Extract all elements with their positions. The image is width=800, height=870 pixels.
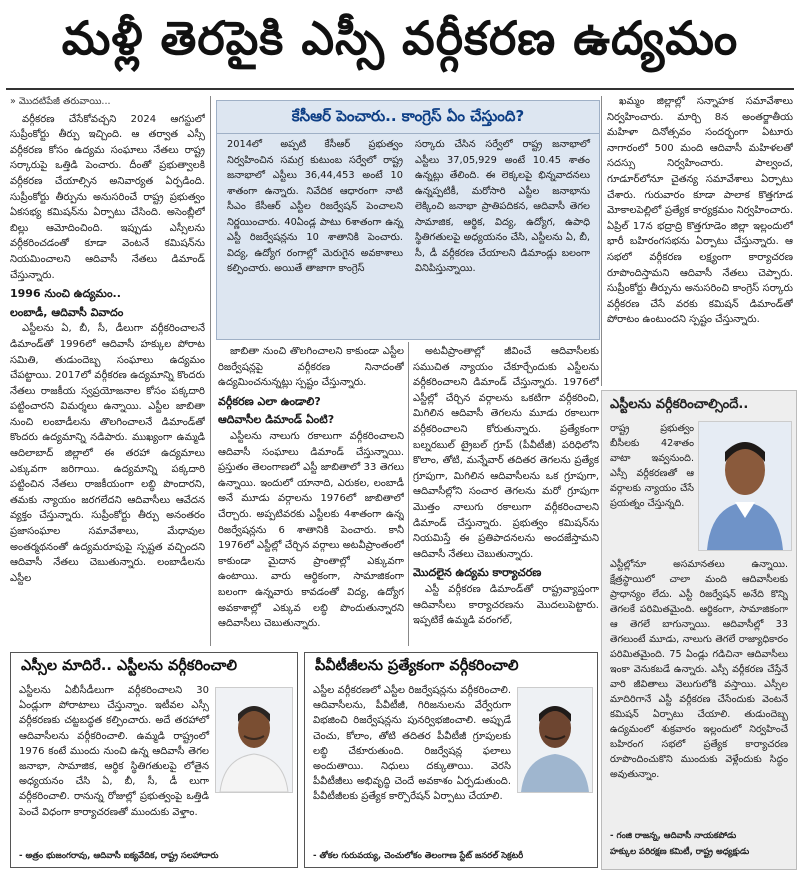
highlight-box-right-text: సర్కారు చేసిన సర్వేలో రాష్ట్ర జనాభాలో ఎస్టీలు 37,05,929 అంటే 10.45 శాతం ఉన్నట్లు తేలింది. ఈ లెక్కలపై భిన్నవాదనలు ఉన్నప్పటికీ, మరోసారి ఎస్టీల జనాభాను లెక్కించి జనాభా ప్రాతిపదికన, ఆదివాసీ తెగల సామాజిక, ఆర్థిక, విద్య, ఉద్యోగ, ఉపాధి స్థితిగతులపై అధ్యయనం చేసి, ఎస్టీలను ఏ, బీ, సీ, డీ వర్గీకరణ చేయాలని డిమాండ్లు బలంగా వినిపిస్తున్నాయి. [415, 139, 590, 274]
highlight-box-left-text: 2014లో అప్పటి కేసీఆర్ ప్రభుత్వం నిర్వహించిన సమగ్ర కుటుంబ సర్వేలో రాష్ట్ర జనాభాలో ఎస్టీలు 36,44,453 అంటే 10 శాతంగా ఉన్నారు. నివేదిక ఆధారంగా నాటి సీఎం కేసీఆర్ ఎస్టీల రిజర్వేషన్ పెంచాలని నిర్ణయించారు. 40ఏండ్ల పాటు 6శాతంగా ఉన్న ఎస్టీ రిజర్వేషన్లను 10 శాతానికి పెంచారు. విద్య, ఉద్యోగ రంగాల్లో మెరుగైన అవకాశాలు కల్పించారు. అయితే తాజాగా కాంగ్రెస్ [227, 139, 403, 274]
col4-paragraph-1: ఖమ్మం జిల్లాల్లో సన్నాహక సమావేశాలు నిర్వహించారు. మార్చి 8న అంతర్జాతీయ మహిళా దినోత్సవం సందర్భంగా ఏటూరు నాగారంలో 500 మంది ఆదివాసీ మహిళలతో సదస్సు నిర్వహించారు. పాల్వంచ, గూడూర్‌లోనూ చైతన్య సమావేశాలు ఏర్పాటు చేశారు. గురువారం కూడా పాలాక కొత్తగూడ మోకాలపెల్లిలో ప్రత్యేక కార్యక్రమం నిర్వహించారు. ఏప్రిల్ 17న భద్రాద్రి కొత్తగూడెం జిల్లా ఇల్లందులో భారీ బహిరంగసభను ఏర్పాటు చేస్తున్నారు. ఆ సభలో వర్గీకరణ లక్ష్యంగా కార్యాచరణ రూపొందిస్తామని ఆదివాసీ నేతలు చెప్పారు. సుప్రీంకోర్టు తీర్పును అనుసరించి కాంగ్రెస్ సర్కారు వర్గీకరణ చేసే వరకు కమిషన్ డిమాండ్‌తో పోరాటం ఉంటుందని స్పష్టం చేస్తున్నారు. [607, 96, 793, 326]
quote-box-left-credit: - అత్రం భుజంగరావు, ఆదివాసీ ఐక్యవేదిక, రాష్ట్ర సలహాదారు [19, 851, 219, 861]
quote-box-right-title: పీవీటీజీలను ప్రత్యేకంగా వర్గీకరించాలి [315, 658, 519, 674]
quote-box-right-credit: - తోకల గురువయ్య, చెంచులోకం తెలంగాణ స్టేట్ జనరల్ సెక్రటరీ [313, 851, 524, 861]
side-quote-credit-2: హక్కుల పరిరక్షణ కమిటీ, రాష్ట్ర అధ్యక్షుడు [610, 847, 750, 857]
headline-rule [6, 88, 794, 90]
highlight-box [216, 100, 600, 340]
col1-subheading-2: లంబాడీ, ఆదివాసీ వివాదం [10, 305, 124, 319]
quote-box-right-text: ఎస్టీల వర్గీకరణలో ఎస్టీల రిజర్వేషన్లను వర్గీకరించాలి. ఆదివాసీలను, పీవీటీజీ, గిరిజనులను వేర్వేరుగా విభజించి రిజర్వేషన్లను పునర్విభజించాలి. అప్పుడే చెంచు, కోలాం, తోటి తదితర పీవీటీజీ గ్రూపులకు లబ్ధి చేకూరుతుంది. రిజర్వేషన్ల ఫలాలు అందుతాయి. నిధులు దక్కుతాయి. వెరసి పీవీటీజీలు అభివృద్ధి చెందే అవకాశం ఏర్పడుతుంది. పీవీటీజీలకు ప్రత్యేక కార్పొరేషన్ ఏర్పాటు చేయాలి. [313, 685, 511, 803]
col1-subheading-1: 1996 నుంచి ఉద్యమం.. [10, 287, 121, 301]
column-divider [210, 96, 211, 646]
portrait-photo [517, 687, 593, 793]
person-icon [518, 688, 592, 792]
highlight-box-title: కేసీఆర్ పెంచారు.. కాంగ్రెస్ ఏం చేస్తుంది? [217, 101, 599, 134]
column-divider [408, 342, 409, 646]
quote-box-left [10, 652, 298, 868]
column-3 [413, 344, 599, 646]
side-quote-text-bottom: ఎస్టీల్లోనూ అసమానతలు ఉన్నాయి. క్షేత్రస్థాయిలో చాలా మంది ఆదివాసీలకు ప్రాధాన్యం లేదు. ఎస్టీ రిజర్వేషన్ అనేది కొన్ని తెగలకే పరిమితమైంది. ఆర్థికంగా, సామాజికంగా ఆ తెగలే బాగున్నాయి. ఆదివాసీల్లో 33 తెగలుంటే మూడు, నాలుగు తెగలే రాజ్యాధికారం పరిమితమైంది. 75 ఏండ్లు గడిచినా ఆదివాసీలు ఇంకా వెనుకబడే ఉన్నారు. ఎస్సీ వర్గీకరణ చేస్తేనే వారి జీవితాలు వెలుగులోకి వస్తాయి. ఎస్సీల మాదిరిగానే ఎస్టీ వర్గీకరణ చేసేందుకు వెంటనే కమిషన్ ఏర్పాటు చేయాలి. తుడుందెబ్బ ఉద్యమంలో శుక్రవారం ఇల్లందులో నిర్వహించే బహిరంగ సభలో ప్రత్యేక కార్యాచరణ రూపొందించుకొని ముందుకు వెళ్లేందుకు సిద్ధం అవుతున్నాం. [610, 559, 788, 780]
quote-box-left-text: ఎస్టీలను ఏబీసీడీలుగా వర్గీకరించాలని 30 ఏండ్లుగా పోరాటాలు చేస్తున్నాం. ఇటీవల ఎస్సీ వర్గీకరణకు చట్టబద్ధత కల్పించారు. అదే తరహాలో ఆదివాసీలను వర్గీకరించాలి. ఉమ్మడి రాష్ట్రంలో 1976 కంటే ముందు నుంచి ఉన్న ఆదివాసీ తెగల జనాభా, సామాజిక, ఆర్థిక స్థితిగతులపై లోతైన అధ్యయనం చేసి ఏ, బీ, సీ, డీ లుగా వర్గీకరించాలి. రానున్న రోజుల్లో ప్రభుత్వంపై ఒత్తిడి పెంచే విధంగా కార్యాచరణతో ముందుకు వెళ్తాం. [19, 685, 209, 818]
col3-paragraph-2: ఎస్టీ వర్గీకరణ డిమాండ్‌తో రాష్ట్రవ్యాప్తంగా ఆదివాసీలు కార్యాచరణను మొదలుపెట్టారు. ఇప్పటికే ఉమ్మడి వరంగల్, [413, 583, 599, 627]
col2-paragraph-1: జాబితా నుంచి తొలగించాలని కాకుండా ఎస్టీల రిజర్వేషన్లపై వర్గీకరణ నినాదంతో ఉద్యమించనున్నట్లు స్పష్టం చేస్తున్నారు. [218, 346, 404, 389]
quote-box-right [304, 652, 598, 868]
col3-paragraph-1: అటవీప్రాంతాల్లో జీవించే ఆదివాసీలకు సముచిత న్యాయం చేకూర్చేందుకు ఎస్టీలను వర్గీకరించాలని డిమాండ్ చేస్తున్నారు. 1976లో ఎస్టీల్లో చేర్చిన వర్గాలను ఒకటిగా వర్గీకరించి, మిగిలిన ఆదివాసీ తెగలను మూడు రకాలుగా వర్గీకరించాలని కోరుతున్నారు. ప్రత్యేకంగా బల్నరబుల్ ట్రైబల్ గ్రూప్ (పీవీటీజీ) పరిధిలోని కొలాం, తోటి, మన్నేవార్ తదితర తెగలను ప్రత్యేక గ్రూపుగా, మిగిలిన ఆదివాసీలను ఒక గ్రూపుగా, ఆదివాసీల్లోని సంచార తెగలను మరో గ్రూపుగా మొత్తం నాలుగు రకాలుగా వర్గీకరించాలని డిమాండ్ చేస్తున్నారు. ప్రభుత్వం కమిషన్‌ను నియమిస్తే ఈ ప్రతిపాదనలను అందజేస్తామని ఆదివాసీ నేతలు చెబుతున్నారు. [413, 346, 599, 560]
col2-paragraph-2: ఎస్టీలను నాలుగు రకాలుగా వర్గీకరించాలని ఆదివాసీ సంఘాలు డిమాండ్ చేస్తున్నాయి. ప్రస్తుతం తెలంగాణలో ఎస్టీ జాబితాలో 33 తెగలు ఉన్నాయి. ఇందులో యానాది, ఎరుకల, లంబాడీ అనే మూడు వర్గాలను 1976లో జాబితాలో చేర్చారు. అప్పటివరకు ఎస్టీలకు 4శాతంగా ఉన్న రిజర్వేషన్లను 6 శాతానికి పెంచారు. కానీ 1976లో ఎస్టీల్లో చేర్చిన వర్గాలు అటవీప్రాంతంలో కాకుండా మైదాన ప్రాంతాల్లో ఎక్కువగా ఉంటాయి. వారు ఆర్థికంగా, సామాజికంగా బలంగా ఉన్నవారు కావడంతో విద్య, ఉద్యోగ అవకాశాల్లో ఎక్కువ లబ్ధి పొందుతున్నారని ఆదివాసీలు చెబుతున్నారు. [218, 430, 404, 630]
person-icon [699, 422, 791, 550]
portrait-photo [215, 687, 293, 793]
col2-subheading-1: వర్గీకరణ ఎలా ఉండాలి? [218, 394, 321, 408]
col2-subheading-2: ఆదివాసీల డిమాండ్ ఏంటి? [218, 413, 335, 427]
col3-subheading-1: మొదలైన ఉద్యమ కార్యాచరణ [413, 566, 542, 580]
portrait-photo [698, 421, 792, 551]
column-4 [607, 94, 793, 386]
column-divider [601, 96, 602, 386]
column-2 [218, 344, 404, 646]
continuation-note: » మొదటిపేజీ తరువాయి... [10, 96, 111, 107]
person-icon [216, 688, 292, 792]
col1-paragraph-1: వర్గీకరణ చేసేకోవచ్చని 2024 ఆగస్టులో సుప్రీంకోర్టు తీర్పు ఇచ్చింది. ఆ తర్వాత ఎస్సీ వర్గీకరణ కోసం ఉద్యమ సంఘాలు నేతలు రాష్ట్ర సర్కారుపై ఒత్తిడి పెంచారు. దీంతో ప్రభుత్వాలకి వర్గీకరణ చేయాల్సిన అనివార్యత ఏర్పడింది. సుప్రీంకోర్టు తీర్పును అనుసరించే రాష్ట్ర ప్రభుత్వం ఏకసభ్య కమిషన్‌ను ఏర్పాటు చేసింది. అసెంబ్లీలో బిల్లు ఆమోదించింది. ఇప్పుడు ఎస్సీలను వర్గీకరించడంతో కూడా వెంటనే కమిషన్‌ను నియమించాలని ఆదివాసీ నేతలు డిమాండ్ చేస్తున్నారు. [10, 113, 205, 281]
arrow-right-icon: » [10, 96, 19, 107]
col1-paragraph-2: ఎస్టీలను ఏ, బీ, సీ, డీలుగా వర్గీకరించాలనే డిమాండ్‌తో 1996లో ఆదివాసీ హక్కుల పోరాట సమితి, తుడుందెబ్బ సంఘాలు ఉద్యమం చేపట్టాయి. 2017లో వర్గీకరణ ఉద్యమాన్ని కొందరు నేతలు రాజకీయ స్వప్రయోజనాల కోసం పక్కదారి పట్టించారని విమర్శలు ఉన్నాయి. ఎస్టీల జాబితా నుంచి లంబాడీలను తొలగించాలనే డిమాండ్‌తో కొందరు ఉద్యమాన్ని నడిపారు. ముఖ్యంగా ఉమ్మడి ఆదిలాబాద్ జిల్లాలో ఈ తరహా ఉద్యమాలు ఎక్కువగా జరిగాయి. ఉద్యమాన్ని పక్కదారి పట్టించిన నేతలు రాజకీయంగా లబ్ధి పొందారని, తమకు న్యాయం జరగలేదని ఆదివాసీలు ఆవేదన వ్యక్తం చేస్తున్నారు. సుప్రీంకోర్టు తీర్పు అనంతరం ప్రజాసంఘాల సమావేశాలు, మేధావుల అంతర్మథనంతో ఉద్యమరూపుపై స్పష్టత వచ్చిందని ఆదివాసీ నేతలు చెబుతున్నారు. లంబాడీలను ఎస్టీల [10, 323, 205, 584]
side-quote-title: ఎస్టీలను వర్గీకరించాల్సిందే.. [610, 397, 749, 412]
side-quote-text-top: రాష్ట్ర ప్రభుత్వం బీసీలకు 42శాతం వాటా ఇవ్వనుంది. ఎస్సీ వర్గీకరణతో ఆ వర్గాలకు న్యాయం చేసే ప్రయత్నం చేస్తున్నది. [610, 423, 694, 509]
side-quote-box [601, 390, 797, 870]
side-quote-credit-1: - గంజి రాజన్న, ఆదివాసీ నాయకపోడు [610, 831, 737, 841]
column-1 [10, 94, 205, 646]
quote-box-left-title: ఎస్సీల మాదిరే.. ఎస్టీలను వర్గీకరించాలి [21, 658, 238, 674]
headline: మళ్లీ తెరపైకి ఎస్సీ వర్గీకరణ ఉద్యమం [61, 11, 739, 65]
